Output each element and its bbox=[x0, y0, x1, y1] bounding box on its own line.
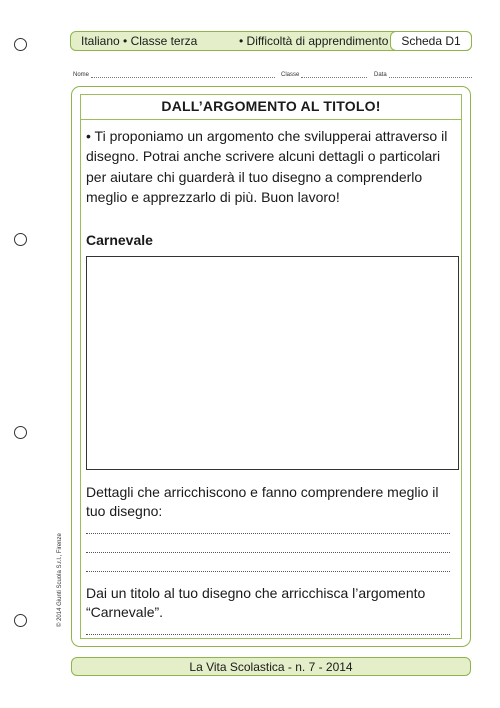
instructions-text: • Ti proponiamo un argomento che svilupperai attraverso il disegno. Potrai anche scrivere alcuni dettagli o particolari per aiutare chi guarderà il tuo disegno a comprenderlo meglio e apprezzarlo di più. Buon lavoro! bbox=[86, 128, 448, 206]
header-subject: Italiano • Classe terza bbox=[81, 34, 198, 48]
details-line-1[interactable] bbox=[86, 533, 450, 534]
class-dotted-line bbox=[301, 71, 367, 78]
class-field[interactable] bbox=[281, 66, 367, 78]
binder-hole-3 bbox=[14, 426, 27, 439]
name-field[interactable] bbox=[73, 66, 275, 78]
name-label: Nome bbox=[73, 72, 90, 78]
binder-hole-2 bbox=[14, 233, 27, 246]
footer-bar bbox=[71, 657, 471, 676]
header-topic: • Difficoltà di apprendimento bbox=[239, 34, 389, 48]
binder-hole-1 bbox=[14, 38, 27, 51]
date-label: Data bbox=[374, 72, 387, 78]
copyright-note: © 2014 Giunti Scuola S.r.l., Firenze bbox=[57, 533, 63, 627]
details-line-3[interactable] bbox=[86, 571, 450, 572]
class-label: Classe bbox=[281, 72, 300, 78]
title-answer-line[interactable] bbox=[86, 634, 450, 635]
date-field[interactable] bbox=[374, 66, 472, 78]
title-divider bbox=[80, 119, 462, 120]
name-dotted-line bbox=[91, 71, 275, 78]
worksheet-title: DALL’ARGOMENTO AL TITOLO! bbox=[161, 98, 381, 114]
topic-title: Carnevale bbox=[86, 232, 153, 248]
footer-text: La Vita Scolastica - n. 7 - 2014 bbox=[189, 659, 353, 674]
drawing-area[interactable] bbox=[86, 256, 459, 470]
details-line-2[interactable] bbox=[86, 552, 450, 553]
title-prompt: Dai un titolo al tuo disegno che arricchisca l’argomento “Carnevale”. bbox=[86, 585, 426, 620]
scheda-badge: Scheda D1 bbox=[390, 31, 472, 51]
binder-hole-4 bbox=[14, 614, 27, 627]
header-bar bbox=[70, 31, 472, 51]
details-prompt: Dettagli che arricchiscono e fanno comprendere meglio il tuo disegno: bbox=[86, 484, 439, 519]
date-dotted-line bbox=[389, 71, 472, 78]
